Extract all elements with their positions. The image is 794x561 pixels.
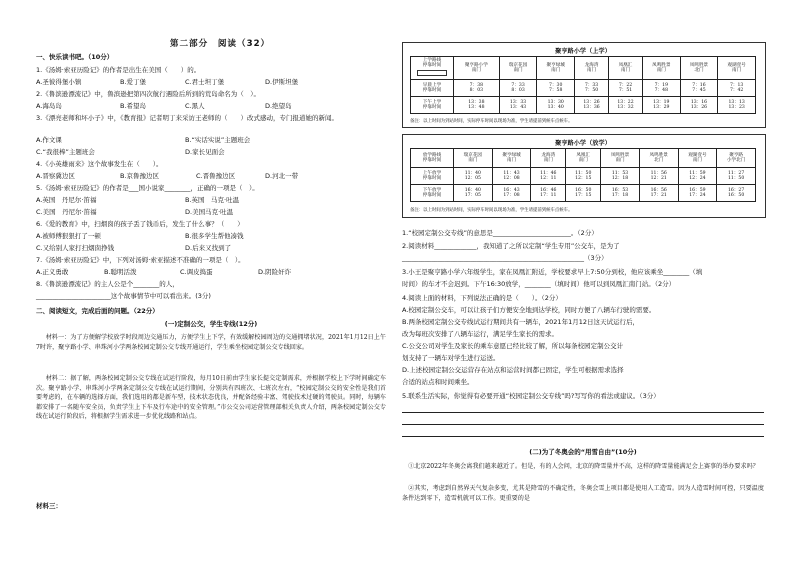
table-row <box>411 149 756 168</box>
table-cell: 13：22 13：32 <box>609 97 643 114</box>
table-cell: 7：33 8：03 <box>499 80 537 97</box>
table-header-cell: 瑞京花园 南门 <box>499 57 537 80</box>
table-cell: 11：59 12：24 <box>678 168 717 185</box>
table-cell: 11：40 12：05 <box>454 168 493 185</box>
q2-option-a[interactable]: A.海岛岛 <box>36 102 62 110</box>
q6: 6.《爱的教育》中，扫烟囱的孩子丢了钱币后，发生了什么事？（ ） <box>36 220 244 228</box>
rq4-option-b-cont: 改为每班次安排了八辆车运行，满足学生家长的需求。 <box>402 330 558 338</box>
q6-option-a[interactable]: A.被师傅狠狠打了一顿 <box>36 232 101 240</box>
rq2-line-2: ________________________________________________________（3分） <box>402 254 608 262</box>
section2-heading: 二、阅读短文，完成后面的问题。（22分） <box>36 307 159 315</box>
table-cell: 16：53 17：18 <box>601 185 640 202</box>
table-row <box>411 168 756 185</box>
timetable-up-title: 聚亨路小学（上学） <box>555 48 611 55</box>
passage2-paragraph-2: ②其实，考虑到自然界天气复杂多变，尤其是降雪的不确定性，冬奥会雪上项目都是使用人工造雪。因为人造雪时间可控，只要温度条件达到零下，造雪机就可以工作。更重要的是 <box>402 485 764 502</box>
rq3-line-1: 3.小王是聚亨路小学六年级学生，家在凤凰汇附近，学校要求早上7:50分到校，他应该乘坐________（填 <box>402 268 703 276</box>
table-cell: 13：38 13：48 <box>454 97 500 114</box>
table-cell: 13：30 13：40 <box>537 97 575 114</box>
part-title: 第二部分 阅读（32） <box>169 39 271 49</box>
table-cell: 13：19 13：29 <box>642 97 680 114</box>
table-header-cell: 凤鸣胜景 北门 <box>639 149 678 168</box>
table-cell: 13：26 13：36 <box>575 97 609 114</box>
table-cell: 11：43 12：08 <box>492 168 531 185</box>
q3-option-c[interactable]: C.“我很棒”主题班会 <box>36 148 95 156</box>
q4-option-a[interactable]: A.晋察冀边区 <box>36 172 75 180</box>
rq5: 5.联系生活实际，你觉得有必要开通“校园定制公交专线”吗?写写你的看法或建议。（3分） <box>402 392 660 400</box>
table-row <box>411 97 756 114</box>
table-cell: 7：16 7：45 <box>680 80 718 97</box>
table-header-cell: 聚亨绿城 南门 <box>492 149 531 168</box>
timetable-down-note: 备注：以上时间为到站时间，实际停车时间以现场为准，学生请提前到候车点候车。 <box>410 208 573 213</box>
table-cell: 16：59 17：24 <box>678 185 717 202</box>
timetable-up-note: 备注：以上时间为到站时间，实际停车时间以现场为准，学生请提前到候车点候车。 <box>410 119 573 124</box>
q2-option-d[interactable]: D.绝望岛 <box>265 102 292 110</box>
table-header-cell: 龙海湾 南门 <box>575 57 609 80</box>
q2-option-c[interactable]: C.黑人 <box>185 102 205 110</box>
rq2-line-1: 2.阅读材料_____________，我知道了之所以定制“学生专用”公交车，是为了 <box>402 242 620 250</box>
q3-option-b[interactable]: B.“实话实说”主题班会 <box>185 136 251 144</box>
table-header-cell: 聚亨绿城 南门 <box>537 57 575 80</box>
table-cell: 13：13 13：23 <box>718 97 756 114</box>
table-cell: 7：38 8：03 <box>454 80 500 97</box>
material-2: 材料二：据了解，两条校园定制公交专线在试运行阶段，每月10日前由学生家长提交定制需求，并根据学校上下学时间确定车次。聚亨路小学、串珠河小学两条定制公交专线在试运行期间，分别共有四班次、七班次左右，“校园定制公交的安全性是我们首要考虑的，在车辆的选择方面，我们选用的都是新车型，技术状态优良，并配备经验丰富、驾驶技术过硬的驾驶员。同时，每辆车都安排了一名随车安全员，负责学生上下车及行车途中的安全管理。”市公交公司运营管理部相关负责人介绍，两条校园定制公交专线在试运行阶段后，将根据学生需求进一步优化线路和站点。 <box>36 375 386 421</box>
q7-option-a[interactable]: A.正义勇敢 <box>36 268 69 276</box>
table-cell: 13：33 13：43 <box>499 97 537 114</box>
rq4-option-d[interactable]: D.上述校园定制公交运营存在站点和运营时间都已固定，学生可根据需求选择 <box>402 366 624 374</box>
table-header-cell: 瑞京花园 南门 <box>454 149 493 168</box>
table-header-cell: 凤凰汇 南门 <box>609 57 643 80</box>
material-1: 材料一：为了方便解学校放学时段周边交通压力，方便学生上下学，有效缓解校园周边的交通拥堵状况，2021年1月12日上午7时许，聚亨路小学、串珠河小学两条校园定制公交专线开通运行，学生乘坐校园定制公交专线回家。 <box>36 334 386 351</box>
table-cell: 7：13 7：42 <box>718 80 756 97</box>
answer-line[interactable] <box>402 436 764 437</box>
table-cell: 16：43 17：08 <box>492 185 531 202</box>
q4-option-b[interactable]: B.京鲁豫边区 <box>120 172 160 180</box>
rq4-option-c[interactable]: C.公交公司对学生及家长的乘车意愿已经比较了解，所以每条校园定制公交计 <box>402 342 624 350</box>
q3-option-d[interactable]: D.家长见面会 <box>185 148 225 156</box>
q3-option-a[interactable]: A.作文课 <box>36 136 62 144</box>
table-header-cell: 凤鸣胜景 南门 <box>642 57 680 80</box>
q5-option-b[interactable]: B.英国 马克·吐温 <box>185 196 240 204</box>
q7-option-c[interactable]: C.调皮捣蛋 <box>180 268 213 276</box>
q8-line-2: _______________________这个故事情节中可以看出来。(3分) <box>36 292 211 300</box>
q3: 3.《漂亮老师和坏小子》中，《教育报》记者明丁来采访王老师的（ ）改式感动，专门报道她的新闻。 <box>36 114 338 122</box>
table-cell: 16：40 17：05 <box>454 185 493 202</box>
q5-option-d[interactable]: D.美国马克·吐温 <box>185 208 234 216</box>
arrow-left-icon <box>417 70 447 76</box>
table-header-cell: 放学路线 停靠时间 <box>422 152 442 163</box>
section1-heading: 一、快乐读书吧。（10分） <box>36 53 114 61</box>
q1: 1.《汤姆·索亚历险记》的作者是出生在美国（ ）的。 <box>36 66 201 74</box>
table-header-cell: 凤鸣胜景 北门 <box>680 57 718 80</box>
table-header-cell: 凤鸣胜景 南门 <box>601 149 640 168</box>
table-header-cell: 聚亨路小学 南门 <box>454 57 500 80</box>
q7: 7.《汤姆·索亚历险记》中，下列对汤姆·索亚描述不准确的一项是（ ）。 <box>36 256 245 264</box>
table-header-cell: 聚亨路 小学北门 <box>717 149 756 168</box>
table-header-cell: 上学路线 停靠时间 <box>411 57 454 80</box>
table-cell: 11：50 12：15 <box>566 168 601 185</box>
table-cell: 7：33 7：50 <box>575 80 609 97</box>
q6-option-d[interactable]: D.后来又找到了 <box>185 244 232 252</box>
rq4-option-c-cont: 划支持了一辆车对学生进行运送。 <box>402 354 500 362</box>
table-header-cell: 凤凰汇 南门 <box>566 149 601 168</box>
q4-option-d[interactable]: D.河北一带 <box>265 172 299 180</box>
table-cell: 11：46 12：11 <box>531 168 566 185</box>
q1-option-d[interactable]: D.伊斯坦堡 <box>265 78 299 86</box>
table-cell: 11：56 12：21 <box>639 168 678 185</box>
table-cell: 早晨上学 停靠时间 <box>411 80 454 97</box>
table-cell: 7：30 7：58 <box>537 80 575 97</box>
q7-option-d[interactable]: D.阴险奸诈 <box>258 268 292 276</box>
table-cell: 11：53 12：18 <box>601 168 640 185</box>
table-header-cell: 龙海湾 南门 <box>531 149 566 168</box>
table-header-cell: 观湖壹号 南门 <box>678 149 717 168</box>
q2: 2.《鲁滨逊漂流记》中，鲁滨逊把第四次航行遇险后所到的荒岛命名为（ ）。 <box>36 90 260 98</box>
q4: 4.《小英雄雨来》这个故事发生在（ ）。 <box>36 160 163 168</box>
q6-option-b[interactable]: B.很多学生帮他凑钱 <box>185 232 244 240</box>
table-row <box>411 80 756 97</box>
table-cell: 下午上学 停靠时间 <box>411 97 454 114</box>
passage2-title: (二)为了冬奥会的“用雪自由”(10分) <box>529 448 637 456</box>
passage2-paragraph-1: ①北京2022年冬奥会离我们越来越近了。但是，有的人会问，北京的降雪量并不高，这样的降雪量能满足会上赛事的举办要求吗？ <box>408 463 759 470</box>
q5-option-a[interactable]: A.英国 丹尼尔·笛福 <box>36 196 97 204</box>
table-cell: 13：16 13：26 <box>680 97 718 114</box>
material-3-label: 材料三： <box>36 502 62 510</box>
table-cell: 16：56 17：21 <box>639 185 678 202</box>
table-row <box>411 185 756 202</box>
table-cell: 7：22 7：51 <box>609 80 643 97</box>
q7-option-b[interactable]: B.聪明活泼 <box>104 268 137 276</box>
table-cell: 7：19 7：48 <box>642 80 680 97</box>
q1-option-c[interactable]: C.君士坦丁堡 <box>185 78 225 86</box>
table-cell: 16：46 17：11 <box>531 185 566 202</box>
table-cell: 11：27 11：50 <box>717 168 756 185</box>
rq4: 4.阅读上面的材料，下列说法正确的是（ ）。（2分） <box>402 294 562 302</box>
rq1: 1.“校园定制公交专线”的意思是________________________。（2分） <box>402 229 598 237</box>
table-cell: 16：50 17：15 <box>566 185 601 202</box>
passage1-title: (一)定制公交，学生专线(12分) <box>164 320 258 328</box>
timetable-down <box>410 148 756 202</box>
answer-line[interactable] <box>402 412 764 413</box>
q5: 5.《汤姆·索亚历险记》的作者是___国小说家________，正确的一项是（ ）。 <box>36 184 259 192</box>
q4-option-c[interactable]: C.晋鲁豫边区 <box>196 172 236 180</box>
rq4-option-b[interactable]: B.两条校园定制公交专线试运行期间共有一辆车，2021年1月12日这天试运行后， <box>402 318 639 326</box>
timetable-down-title: 聚亨路小学（放学） <box>555 140 611 147</box>
rq4-option-a[interactable]: A.校园定制公交车，可以让孩子们方便安全地到达学校，同时方便了八辆车行驶的需要。 <box>402 306 656 314</box>
table-cell: 上午放学 停靠时间 <box>411 168 454 185</box>
table-header-cell: 观湖壹号 南门 <box>718 57 756 80</box>
table-cell: 下午放学 停靠时间 <box>411 185 454 202</box>
q8-line-1: 8.《鲁滨逊漂流记》的主人公是个________的人， <box>36 280 179 288</box>
q1-option-a[interactable]: A.圣彼得堡小镇 <box>36 78 82 86</box>
rq3-line-2: 时间）的车才不会迟到。下午16:30放学，________（填时间）他可以到凤凰汇南门站。（2分） <box>402 280 676 288</box>
timetable-up <box>410 56 756 114</box>
table-row <box>411 57 756 80</box>
table-cell: 16：27 16：50 <box>717 185 756 202</box>
q6-option-c[interactable]: C.又给别人家打扫烟囱挣钱 <box>36 244 115 252</box>
rq4-option-d-cont: 合适的站点和时间乘坐。 <box>402 378 474 386</box>
q1-option-b[interactable]: B.爱丁堡 <box>120 78 147 86</box>
answer-line[interactable] <box>402 424 764 425</box>
q2-option-b[interactable]: B.希望岛 <box>120 102 147 110</box>
q5-option-c[interactable]: C.美国 丹尼尔·笛福 <box>36 208 97 216</box>
